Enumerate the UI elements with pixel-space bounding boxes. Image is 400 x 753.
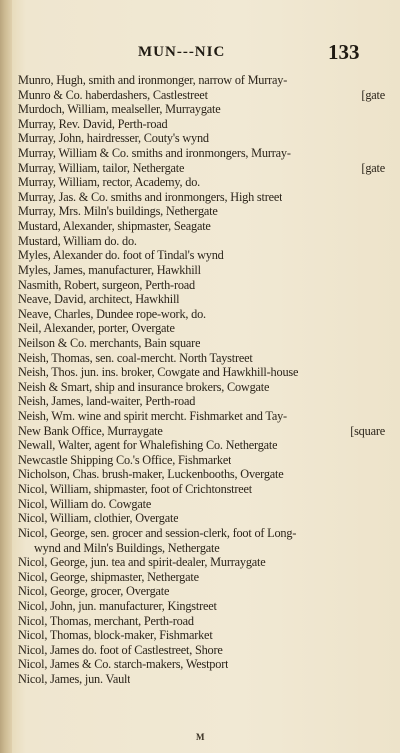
directory-entry: [18, 657, 385, 672]
directory-entry: [18, 482, 385, 497]
directory-entry: [18, 117, 385, 132]
entry-text: Mustard, William do. do.: [18, 233, 137, 248]
directory-entry: [18, 526, 385, 541]
directory-entry: [18, 204, 385, 219]
entry-text: Myles, Alexander do. foot of Tindal's wynd: [18, 248, 224, 263]
directory-entry: [18, 394, 385, 409]
directory-entry: [18, 511, 385, 526]
entry-text: Neish & Smart, ship and insurance brokers, Cowgate: [18, 379, 270, 394]
directory-entry: [18, 248, 385, 263]
entry-text: Nicol, George, jun. tea and spirit-dealer, Murraygate: [18, 555, 266, 570]
directory-entry: [18, 131, 385, 146]
printer-signature-mark: M: [196, 732, 205, 742]
page-header: [0, 40, 400, 70]
entry-text: Nicol, George, sen. grocer and session-clerk, foot of Long-: [18, 525, 297, 540]
directory-entry: [18, 146, 385, 161]
entry-text: Newall, Walter, agent for Whalefishing Co. Nethergate: [18, 438, 278, 453]
directory-entry: [18, 161, 385, 176]
directory-entry: [18, 292, 385, 307]
directory-entry-continuation: [18, 541, 385, 556]
entry-text: Murdoch, William, mealseller, Murraygate: [18, 102, 221, 117]
directory-entry: [18, 365, 385, 380]
directory-entries: [18, 73, 385, 687]
directory-entry: [18, 599, 385, 614]
page-number: 133: [328, 40, 360, 64]
entry-text: Nicol, Thomas, merchant, Perth-road: [18, 613, 194, 628]
entry-text: Murray, William, tailor, Nethergate: [18, 160, 185, 175]
entry-text: wynd and Miln's Buildings, Nethergate: [34, 540, 220, 555]
entry-overflow-word: [gate: [361, 87, 385, 102]
entry-text: Nicol, George, grocer, Overgate: [18, 584, 170, 599]
entry-text: Myles, James, manufacturer, Hawkhill: [18, 262, 201, 277]
directory-entry: [18, 351, 385, 366]
directory-entry: [18, 584, 385, 599]
directory-entry: [18, 102, 385, 117]
directory-entry: [18, 307, 385, 322]
entry-text: Munro & Co. haberdashers, Castlestreet: [18, 87, 208, 102]
directory-entry: [18, 190, 385, 205]
entry-text: Murray, Jas. & Co. smiths and ironmongers, High street: [18, 189, 283, 204]
entry-text: New Bank Office, Murraygate: [18, 423, 163, 438]
directory-entry: [18, 497, 385, 512]
directory-entry: [18, 628, 385, 643]
directory-entry: [18, 424, 385, 439]
entry-text: Nicol, Thomas, block-maker, Fishmarket: [18, 628, 213, 643]
directory-entry: [18, 263, 385, 278]
entry-text: Neil, Alexander, porter, Overgate: [18, 321, 175, 336]
entry-text: Neave, Charles, Dundee rope-work, do.: [18, 306, 206, 321]
directory-entry: [18, 234, 385, 249]
directory-entry: [18, 409, 385, 424]
entry-text: Murray, William, rector, Academy, do.: [18, 175, 201, 190]
entry-text: Nicol, John, jun. manufacturer, Kingstreet: [18, 598, 217, 613]
entry-text: Mustard, Alexander, shipmaster, Seagate: [18, 219, 211, 234]
entry-text: Nicholson, Chas. brush-maker, Luckenbooths, Overgate: [18, 467, 284, 482]
entry-overflow-word: [square: [350, 423, 385, 438]
entry-overflow-word: [gate: [361, 160, 385, 175]
entry-text: Neish, Thos. jun. ins. broker, Cowgate and Hawkhill-house: [18, 365, 299, 380]
entry-text: Nicol, William, clothier, Overgate: [18, 511, 179, 526]
directory-entry: [18, 219, 385, 234]
directory-entry: [18, 438, 385, 453]
entry-text: Neish, Wm. wine and spirit mercht. Fishmarket and Tay-: [18, 409, 287, 424]
directory-entry: [18, 614, 385, 629]
entry-text: Nicol, William, shipmaster, foot of Crichtonstreet: [18, 482, 252, 497]
directory-entry: [18, 555, 385, 570]
directory-entry: [18, 570, 385, 585]
directory-entry: [18, 467, 385, 482]
entry-text: Nasmith, Robert, surgeon, Perth-road: [18, 277, 195, 292]
entry-text: Neave, David, architect, Hawkhill: [18, 292, 180, 307]
entry-text: Nicol, James do. foot of Castlestreet, Shore: [18, 642, 223, 657]
directory-entry: [18, 336, 385, 351]
directory-entry: [18, 453, 385, 468]
entry-text: Neish, James, land-waiter, Perth-road: [18, 394, 196, 409]
directory-entry: [18, 73, 385, 88]
directory-entry: [18, 321, 385, 336]
directory-entry: [18, 672, 385, 687]
entry-text: Nicol, James, jun. Vault: [18, 671, 131, 686]
directory-entry: [18, 380, 385, 395]
entry-text: Murray, John, hairdresser, Couty's wynd: [18, 131, 209, 146]
directory-entry: [18, 175, 385, 190]
book-spine-shadow: [0, 0, 12, 753]
entry-text: Newcastle Shipping Co.'s Office, Fishmarket: [18, 452, 232, 467]
directory-entry: [18, 643, 385, 658]
entry-text: Murray, Rev. David, Perth-road: [18, 116, 168, 131]
entry-text: Murray, William & Co. smiths and ironmongers, Murray-: [18, 146, 291, 161]
entry-text: Nicol, William do. Cowgate: [18, 496, 152, 511]
entry-text: Nicol, James & Co. starch-makers, Westport: [18, 657, 229, 672]
directory-entry: [18, 88, 385, 103]
entry-text: Neish, Thomas, sen. coal-mercht. North Taystreet: [18, 350, 253, 365]
entry-text: Nicol, George, shipmaster, Nethergate: [18, 569, 199, 584]
entry-text: Neilson & Co. merchants, Bain square: [18, 335, 201, 350]
running-head: MUN---NIC: [138, 44, 226, 60]
entry-text: Murray, Mrs. Miln's buildings, Nethergate: [18, 204, 218, 219]
directory-entry: [18, 278, 385, 293]
entry-text: Munro, Hugh, smith and ironmonger, narrow of Murray-: [18, 73, 288, 87]
